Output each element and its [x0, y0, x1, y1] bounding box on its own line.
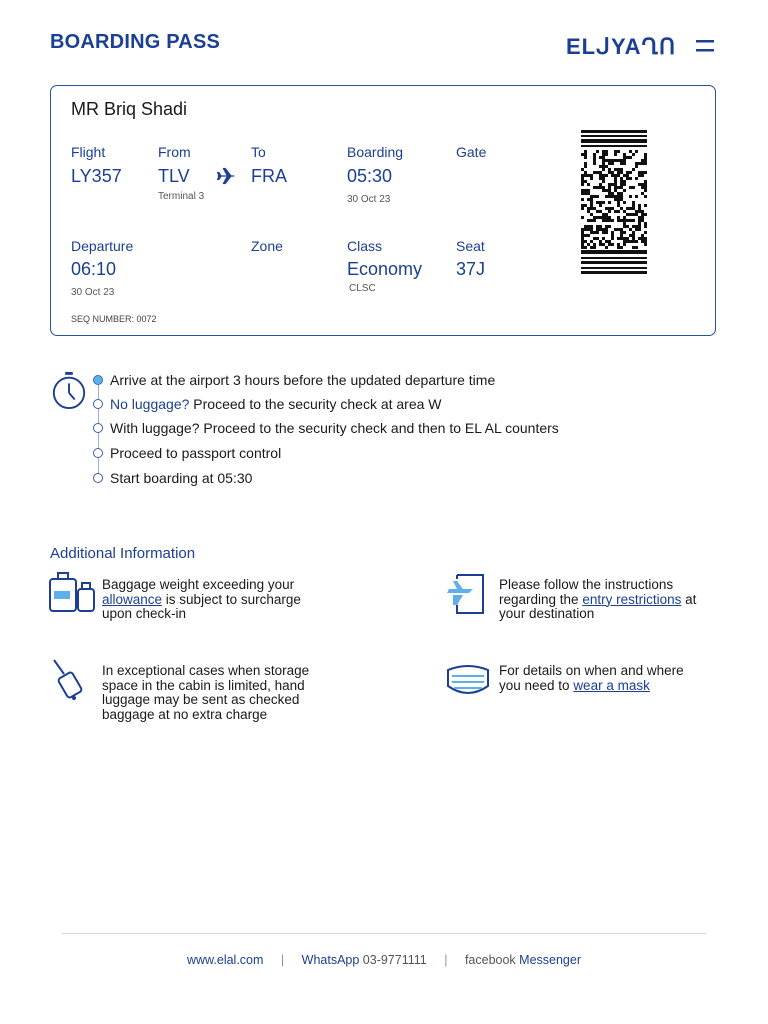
facebook-label: facebook: [464, 953, 516, 967]
terminal: Terminal 3: [158, 191, 205, 202]
step-text: Proceed to the security check at area W: [189, 396, 442, 412]
whatsapp-label: WhatsApp: [301, 953, 360, 967]
cabin-info: In exceptional cases when storage space in the cabin is limited, hand luggage may be sent as checked baggage at no extra charge: [102, 663, 310, 722]
el-al-logo: [566, 34, 716, 58]
departure-date: 30 Oct 23: [71, 287, 115, 298]
to-label: To: [251, 144, 266, 160]
step-dot: [93, 473, 103, 483]
to-airport: FRA: [251, 166, 287, 186]
step-no-luggage: [93, 396, 442, 412]
page-title: BOARDING PASS: [50, 31, 221, 53]
boarding-pass-card: [50, 85, 716, 336]
barcode-icon: [581, 130, 647, 275]
step-text: Proceed to passport control: [110, 445, 282, 461]
class-value: Economy: [347, 259, 423, 279]
step-with-luggage: [93, 420, 559, 436]
baggage-text-b: is subject to surcharge: [162, 591, 301, 607]
gate-label: Gate: [456, 144, 487, 160]
mask-info: [499, 664, 729, 693]
footer-separator: |: [280, 953, 285, 967]
step-dot: [93, 399, 103, 409]
step-boarding: [93, 470, 252, 486]
footer-separator: |: [444, 953, 448, 967]
seat-value: 37J: [456, 259, 486, 279]
boarding-date: 30 Oct 23: [347, 194, 391, 205]
sequence-number: SEQ NUMBER: 0072: [71, 314, 157, 324]
step-arrive: [93, 372, 495, 388]
wear-a-mask-link[interactable]: wear a mask: [573, 677, 650, 693]
airplane-icon: [215, 166, 237, 186]
entry-text-d: your destination: [499, 606, 595, 621]
entry-text-c: at: [681, 591, 697, 607]
face-mask-icon: [444, 660, 492, 704]
step-text: Start boarding at 05:30: [110, 470, 253, 486]
baggage-text-c: upon check-in: [102, 606, 187, 621]
luggage-icon: [48, 571, 96, 615]
passenger-name: MR Briq Shadi: [71, 99, 188, 119]
seat-label: Seat: [456, 238, 485, 254]
mask-text-a: For details on when and where: [499, 663, 684, 678]
baggage-info: [102, 578, 332, 622]
whatsapp-number: 03-9771111: [359, 953, 427, 967]
step-dot: [93, 448, 103, 458]
entry-restrictions-link[interactable]: entry restrictions: [582, 591, 682, 607]
step-dot: [93, 423, 103, 433]
zone-label: Zone: [251, 238, 283, 254]
from-airport: TLV: [158, 166, 190, 186]
entry-text-b: regarding the: [499, 591, 583, 607]
from-label: From: [158, 144, 191, 160]
step-prefix: No luggage?: [110, 396, 190, 412]
svg-text:ELᒍYAՂՈ: ELᒍYAՂՈ: [566, 34, 677, 58]
step-passport: [93, 445, 281, 461]
baggage-text-a: Baggage weight exceeding your: [102, 577, 295, 592]
stopwatch-icon: [50, 371, 88, 411]
boarding-label: Boarding: [347, 144, 404, 160]
website-link[interactable]: www.elal.com: [187, 953, 264, 967]
entry-info: [499, 578, 739, 622]
messenger-link[interactable]: [465, 953, 581, 967]
footer-divider: [62, 933, 706, 934]
step-text: Arrive at the airport 3 hours before the updated departure time: [110, 372, 496, 388]
step-dot: [93, 375, 103, 385]
footer: [0, 953, 768, 967]
flight-number: LY357: [71, 166, 122, 186]
boarding-time: 05:30: [347, 166, 393, 186]
mask-text-b: you need to: [499, 677, 574, 693]
rolling-suitcase-icon: [50, 658, 98, 702]
messenger-label: Messenger: [515, 953, 581, 967]
step-text: With luggage? Proceed to the security check and then to EL AL counters: [110, 420, 559, 436]
departure-label: Departure: [71, 238, 134, 254]
additional-info-title: Additional Information: [50, 545, 196, 562]
flight-label: Flight: [71, 144, 106, 160]
whatsapp-link[interactable]: [302, 953, 427, 967]
entry-text-a: Please follow the instructions: [499, 577, 674, 592]
document-plane-icon: [443, 573, 491, 617]
class-label: Class: [347, 238, 383, 254]
class-code: CLSC: [349, 283, 376, 294]
departure-time: 06:10: [71, 259, 117, 279]
allowance-link[interactable]: allowance: [102, 591, 163, 607]
